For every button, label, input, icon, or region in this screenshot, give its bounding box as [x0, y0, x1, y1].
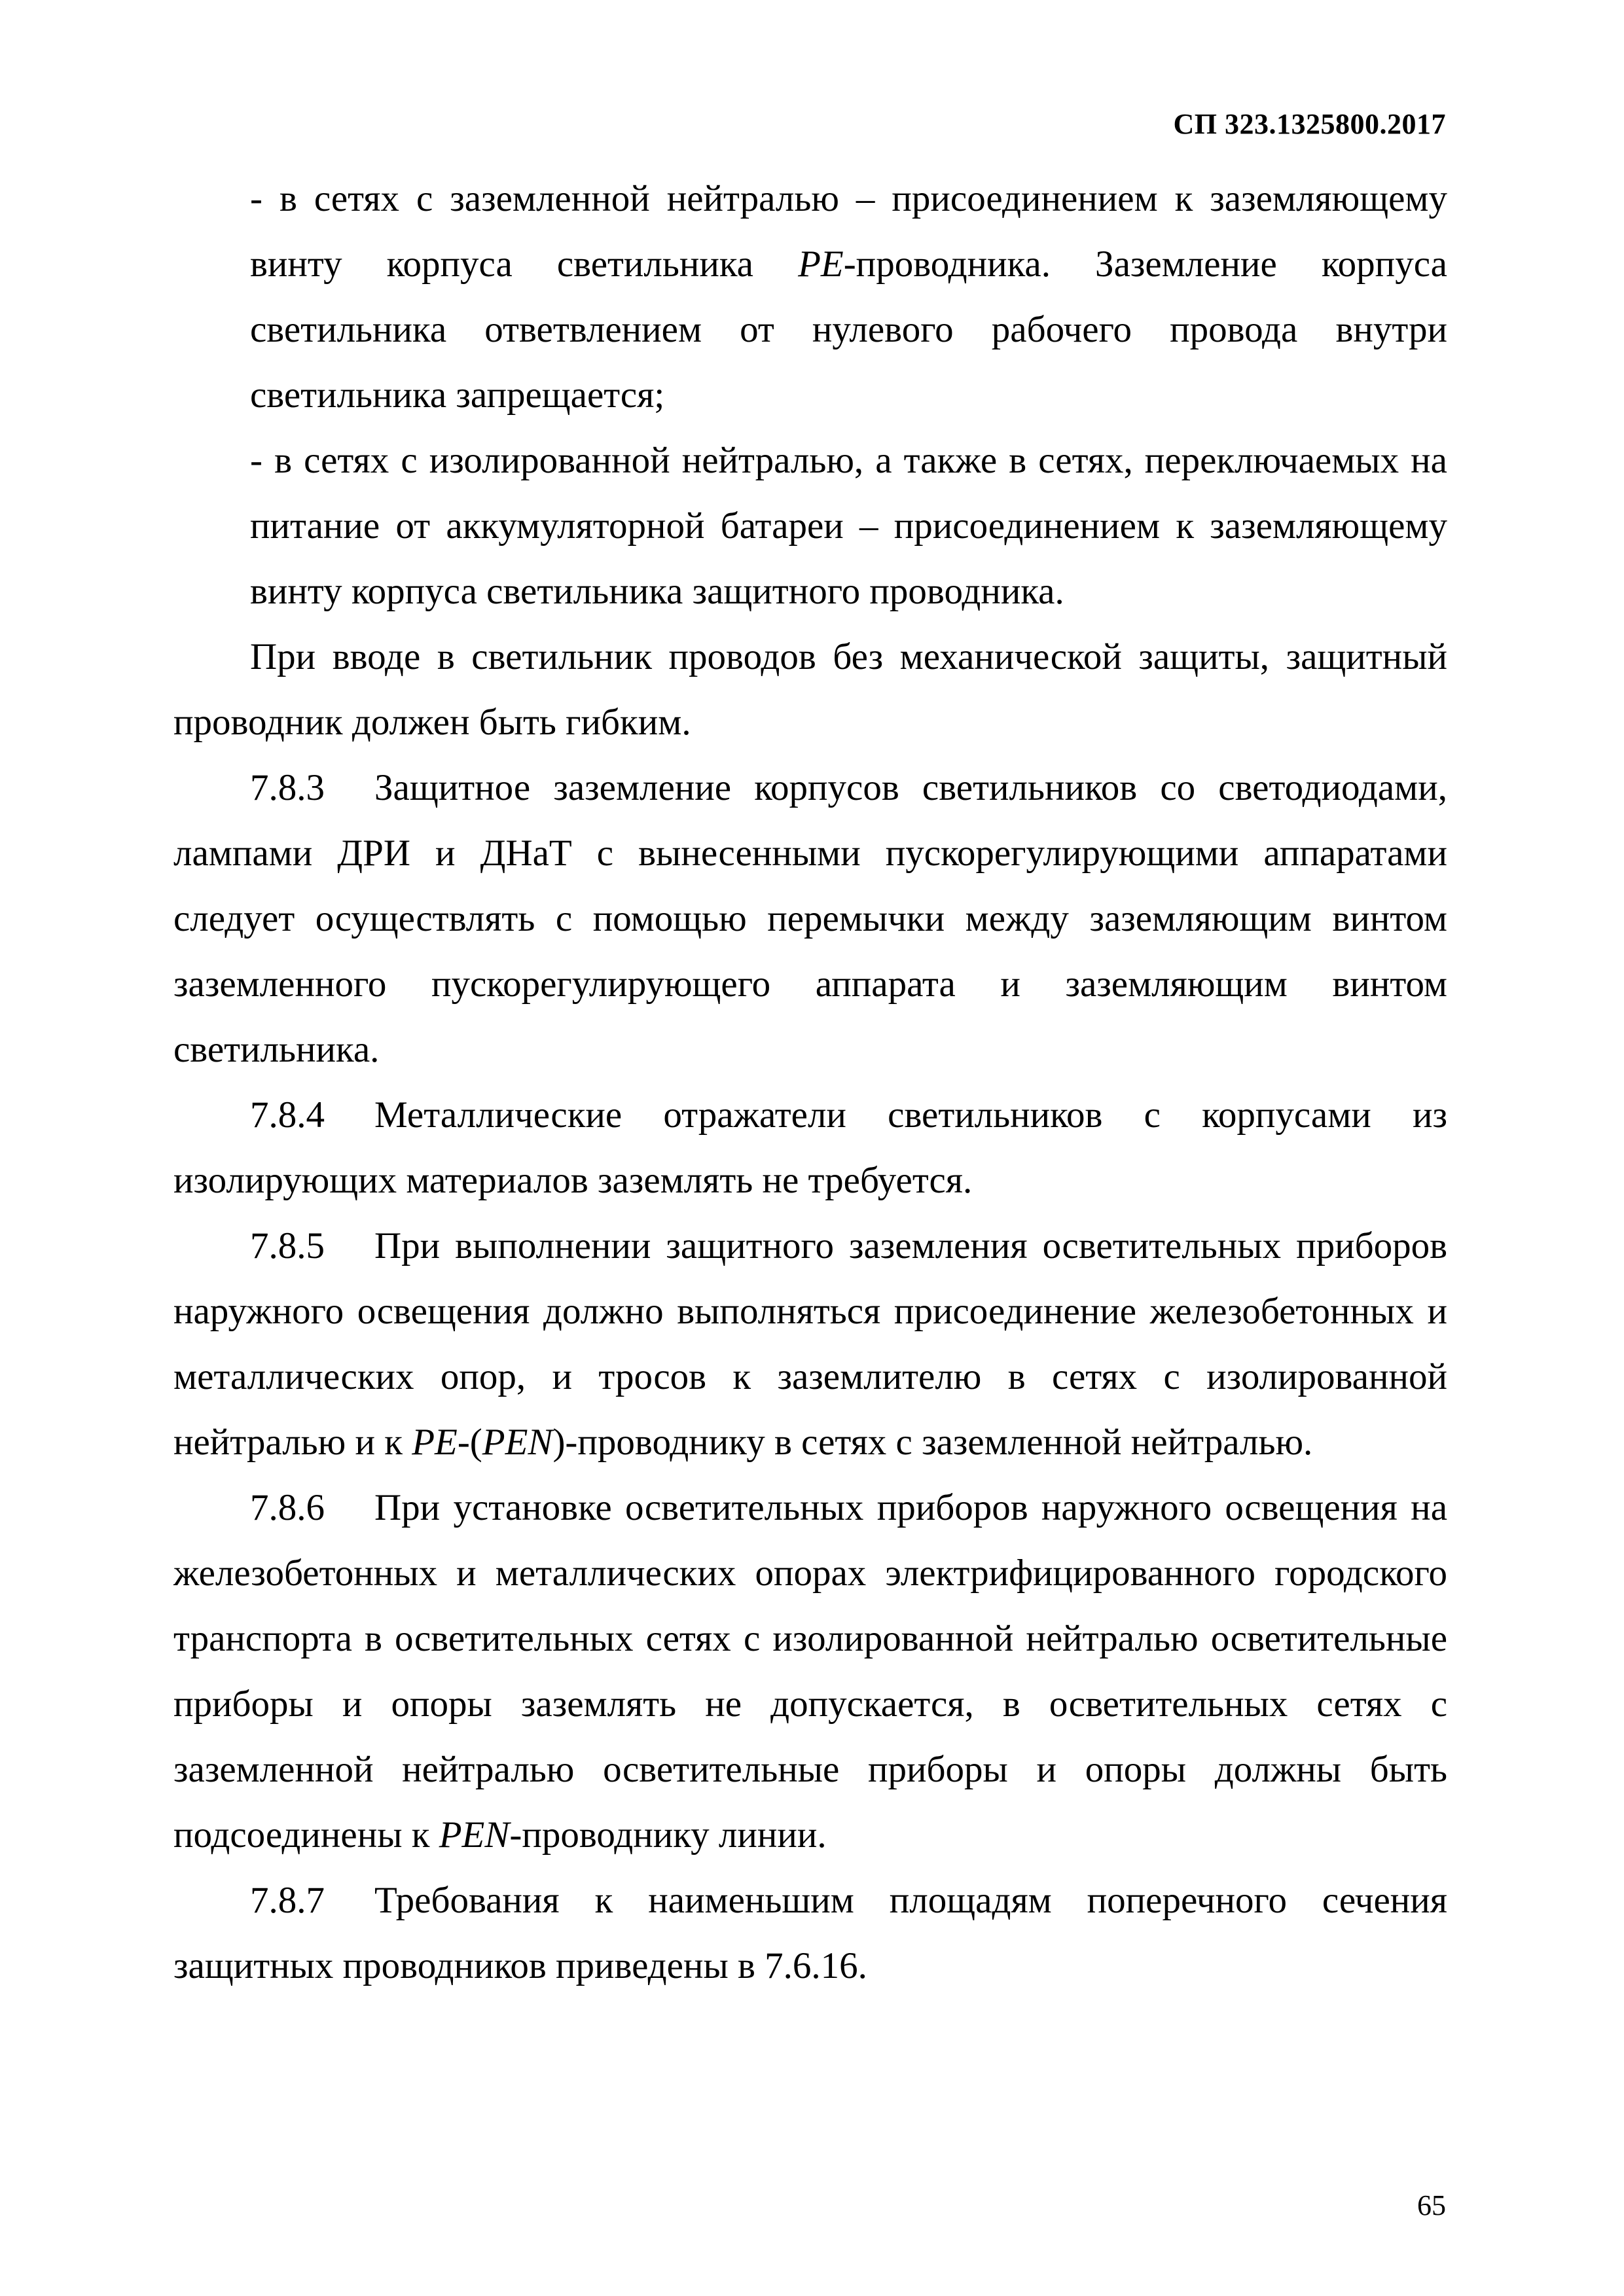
clause-7-8-6: 7.8.6 При установке осветительных приборов наружного освещения на железобетонных и металлических опорах электрифицированного городского транспорта в осветительных сетях с изолированной нейтралью осветительные приборы и опоры заземлять не допускается, в осветительных сетях с заземленной нейтралью осветительные приборы и опоры должны быть подсоединены к PEN-проводнику линии. — [173, 1475, 1447, 1868]
clause-number: 7.8.7 — [250, 1880, 325, 1921]
clause-7-8-5: 7.8.5 При выполнении защитного заземления осветительных приборов наружного освещения должно выполняться присоединение железобетонных и металлических опор, и тросов к заземлителю в сетях с изолированной нейтралью и к PE-(PEN)-проводнику в сетях с заземленной нейтралью. — [173, 1213, 1447, 1475]
document-code-header: СП 323.1325800.2017 — [1173, 108, 1446, 140]
list-item-grounded-neutral: - в сетях с заземленной нейтралью – присоединением к заземляющему винту корпуса светильника PE-проводника. Заземление корпуса светильника ответвлением от нулевого рабочего провода внутри светильника запрещается; — [250, 178, 1447, 416]
clause-7-8-3: 7.8.3 Защитное заземление корпусов светильников со светодиодами, лампами ДРИ и ДНаТ с вынесенными пускорегулирующими аппаратами следует осуществлять с помощью перемычки между заземляющим винтом заземленного пускорегулирующего аппарата и заземляющим винтом светильника. — [173, 755, 1447, 1083]
paragraph-flexible-conductor: При вводе в светильник проводов без механической защиты, защитный проводник должен быть гибким. — [173, 636, 1447, 743]
list-item-isolated-neutral: - в сетях с изолированной нейтралью, а также в сетях, переключаемых на питание от аккумуляторной батареи – присоединением к заземляющему винту корпуса светильника защитного проводника. — [250, 440, 1447, 612]
pen-term: PEN — [482, 1422, 553, 1463]
document-body — [173, 166, 1447, 1999]
clause-number: 7.8.4 — [250, 1094, 325, 1136]
clause-number: 7.8.6 — [250, 1487, 325, 1528]
clause-number: 7.8.5 — [250, 1225, 325, 1266]
pe-term: PE — [798, 243, 844, 285]
page-number: 65 — [1417, 2189, 1446, 2221]
clause-7-8-4: 7.8.4 Металлические отражатели светильников с корпусами из изолирующих материалов заземлять не требуется. — [173, 1083, 1447, 1213]
clause-7-8-7: 7.8.7 Требования к наименьшим площадям поперечного сечения защитных проводников приведены в 7.6.16. — [173, 1868, 1447, 1999]
clause-number: 7.8.3 — [250, 767, 325, 808]
pen-term: PEN — [439, 1814, 510, 1856]
pe-term: PE — [412, 1422, 458, 1463]
